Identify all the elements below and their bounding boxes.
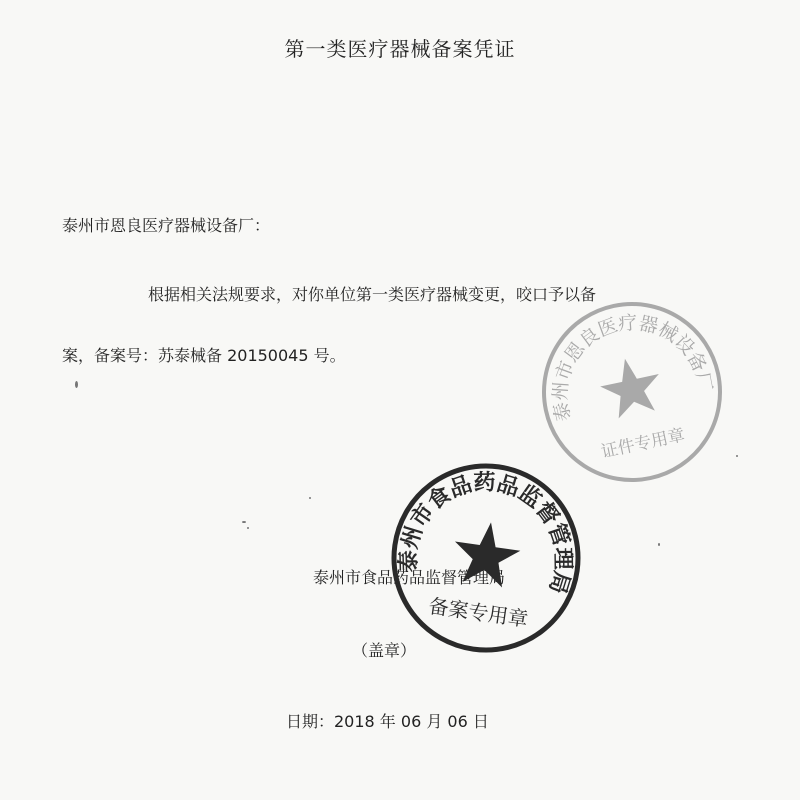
body-text-line-2: 案，备案号：苏泰械备 20150045 号。 xyxy=(62,346,346,365)
scan-speck xyxy=(247,527,249,529)
scan-speck xyxy=(242,521,246,523)
company-seal-stamp xyxy=(540,300,724,484)
body-text-line-1: 根据相关法规要求，对你单位第一类医疗器械变更，咬口予以备 xyxy=(148,285,597,304)
authority-seal-arc-text: 泰州市食品药品监督管理局 xyxy=(395,469,576,597)
scan-speck xyxy=(658,543,660,546)
issuing-authority: 泰州市食品药品监督管理局 xyxy=(313,568,506,587)
authority-seal-bottom-text: 备案专用章 xyxy=(427,593,530,632)
issue-date: 日期：2018 年 06 月 06 日 xyxy=(286,712,489,731)
scan-speck xyxy=(309,497,311,499)
company-seal-bottom-text: 证件专用章 xyxy=(599,425,687,463)
company-seal-arc-text: 泰州市恩良医疗器械设备厂 xyxy=(549,311,717,424)
company-seal-star-icon xyxy=(596,353,667,421)
authority-seal-star-icon xyxy=(450,518,524,590)
scan-speck xyxy=(75,381,78,388)
authority-seal-stamp xyxy=(388,460,584,656)
addressee-line: 泰州市恩良医疗器械设备厂： xyxy=(62,216,271,235)
document-title: 第一类医疗器械备案凭证 xyxy=(284,37,516,61)
scan-speck xyxy=(736,455,738,457)
seal-note: （盖章） xyxy=(352,641,417,660)
